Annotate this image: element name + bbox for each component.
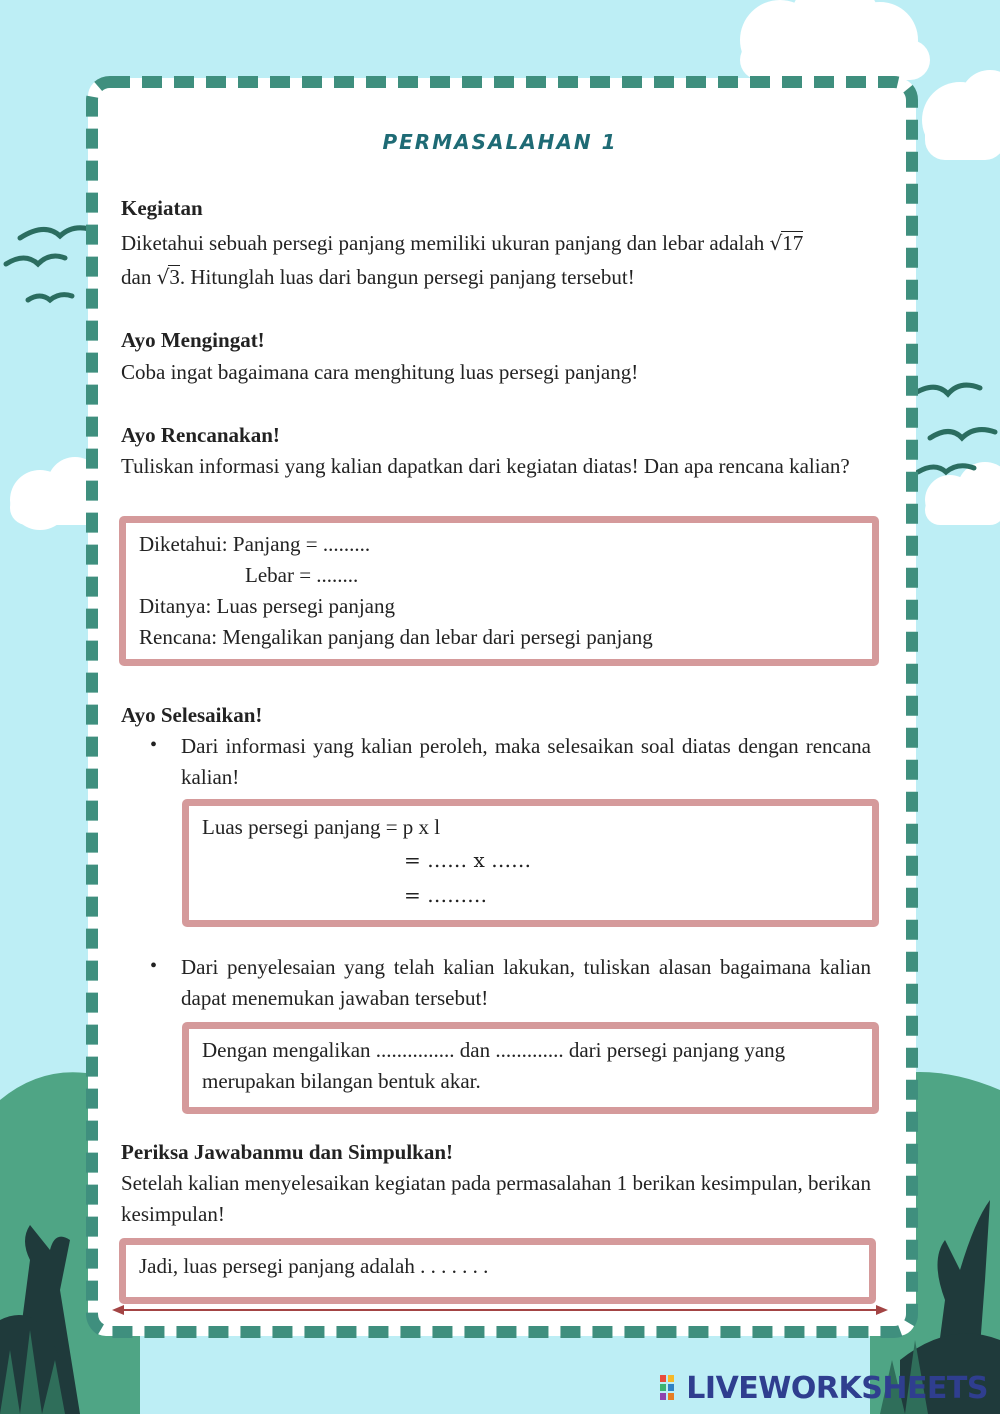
page-title: PERMASALAHAN 1 xyxy=(382,130,618,154)
periksa-text: Setelah kalian menyelesaikan kegiatan pada permasalahan 1 berikan kesimpulan, berikan kesimpulan! xyxy=(121,1171,871,1226)
kegiatan-text-line2: dan √3. Hitunglah luas dari bangun persegi panjang tersebut! xyxy=(121,265,635,289)
selesaikan-bullet-1: Dari informasi yang kalian peroleh, maka selesaikan soal diatas dengan rencana kalian! xyxy=(181,734,871,789)
periksa-heading: Periksa Jawabanmu dan Simpulkan! xyxy=(121,1140,454,1164)
logo-icon xyxy=(660,1375,682,1401)
liveworksheets-logo: LIVEWORKSHEETS xyxy=(660,1371,988,1406)
bullet-icon: • xyxy=(150,734,158,756)
luas-formula: Luas persegi panjang = p x l xyxy=(202,815,441,839)
double-arrow-divider xyxy=(110,1302,890,1318)
rencana-line-ditanya: Ditanya: Luas persegi panjang xyxy=(139,594,395,618)
selesaikan-bullet-2: Dari penyelesaian yang telah kalian lakukan, tuliskan alasan bagaimana kalian dapat menemukan jawaban tersebut! xyxy=(181,955,871,1010)
kesimpulan-text: Jadi, luas persegi panjang adalah . . . . . . . xyxy=(139,1254,489,1278)
rencana-line-rencana: Rencana: Mengalikan panjang dan lebar dari persegi panjang xyxy=(139,625,653,649)
alasan-text: Dengan mengalikan ............... dan ............. dari persegi panjang yang merupakan bilangan bentuk akar. xyxy=(202,1038,786,1093)
rencana-line-lebar: Lebar = ........ xyxy=(245,563,359,587)
rencana-line-diketahui: Diketahui: Panjang = ......... xyxy=(139,532,371,556)
rencanakan-text: Tuliskan informasi yang kalian dapatkan dari kegiatan diatas! Dan apa rencana kalian? xyxy=(121,454,850,478)
rencanakan-heading: Ayo Rencanakan! xyxy=(121,423,280,447)
kegiatan-heading: Kegiatan xyxy=(121,196,203,220)
luas-step-result: = ……… xyxy=(404,883,488,907)
kegiatan-text-line1: Diketahui sebuah persegi panjang memiliki ukuran panjang dan lebar adalah √17 xyxy=(121,231,804,255)
luas-step-multiply: = …… x …… xyxy=(404,848,532,872)
mengingat-heading: Ayo Mengingat! xyxy=(121,328,265,352)
mengingat-text: Coba ingat bagaimana cara menghitung luas persegi panjang! xyxy=(121,360,639,384)
bullet-icon: • xyxy=(150,955,158,977)
selesaikan-heading: Ayo Selesaikan! xyxy=(121,703,263,727)
